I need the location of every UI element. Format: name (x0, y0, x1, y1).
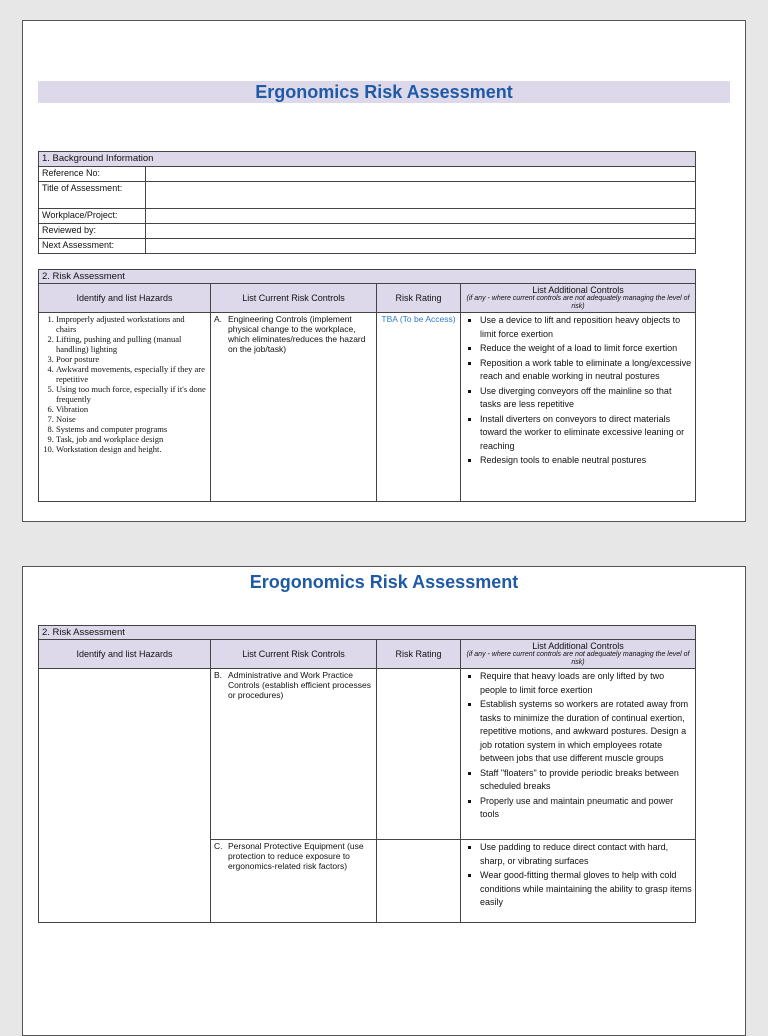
page-1 (22, 20, 746, 522)
page-title: Erogonomics Risk Assessment (249, 572, 519, 592)
list-item: ▪ Install diverters on conveyors to direct materials toward the worker to eliminate excessive leaning or reaching (480, 413, 692, 454)
col-header-additional-note: (if any - where current controls are not adequately managing the level of risk) (466, 651, 690, 666)
field-value[interactable] (146, 224, 696, 239)
list-item: ▪ Redesign tools to enable neutral postures (480, 454, 692, 468)
col-header-additional (461, 284, 696, 313)
risk-rating-value: TBA (To be Access) (381, 314, 456, 324)
col-header-additional (461, 640, 696, 669)
col-header-hazards: Identify and list Hazards (39, 284, 211, 313)
col-header-additional-label: List Additional Controls (532, 285, 624, 295)
field-value[interactable] (146, 167, 696, 182)
page-2 (22, 566, 746, 1036)
additional-controls-list (464, 841, 692, 910)
field-value[interactable] (146, 239, 696, 254)
controls-cell (211, 840, 377, 923)
list-item: 8. Systems and computer programs (56, 424, 207, 434)
list-item: 6. Vibration (56, 404, 207, 414)
section-heading: 2. Risk Assessment (39, 626, 696, 640)
list-item: ▪ Properly use and maintain pneumatic and power tools (480, 795, 692, 822)
table-row (39, 182, 696, 209)
control-letter: C. (214, 841, 223, 851)
title-bar (38, 81, 730, 103)
list-item: ▪ Reposition a work table to eliminate a long/excessive reach and enable working in neutral postures (480, 357, 692, 384)
control-text: Personal Protective Equipment (use protection to reduce exposure to ergonomics-related risk factors) (228, 841, 364, 871)
list-item: ▪ Require that heavy loads are only lifted by two people to limit force exertion (480, 670, 692, 697)
list-item: 3. Poor posture (56, 354, 207, 364)
col-header-hazards: Identify and list Hazards (39, 640, 211, 669)
background-info-table (38, 151, 696, 254)
table-row (39, 209, 696, 224)
control-letter: B. (214, 670, 223, 680)
field-label: Workplace/Project: (39, 209, 146, 224)
list-item: ▪ Use diverging conveyors off the mainline so that tasks are less repetitive (480, 385, 692, 412)
control-letter: A. (214, 314, 223, 324)
list-item: ▪ Establish systems so workers are rotated away from tasks to minimize the duration of continual exertion, repetitive motions, and awkward postures. Design a job rotation system in which employees rotate between jobs that use different muscle groups (480, 698, 692, 766)
additional-controls-list (464, 314, 692, 468)
col-header-controls: List Current Risk Controls (211, 284, 377, 313)
list-item: 5. Using too much force, especially if it's done frequently (56, 384, 207, 404)
hazards-cell (39, 669, 211, 923)
table-row (39, 669, 696, 840)
hazards-cell (39, 313, 211, 502)
field-value[interactable] (146, 209, 696, 224)
controls-cell (211, 313, 377, 502)
field-label: Reference No: (39, 167, 146, 182)
risk-assessment-table (38, 625, 696, 923)
additional-cell (461, 669, 696, 840)
list-item: 9. Task, job and workplace design (56, 434, 207, 444)
additional-cell (461, 313, 696, 502)
list-item: 7. Noise (56, 414, 207, 424)
rating-cell (377, 669, 461, 840)
risk-assessment-table (38, 269, 696, 502)
table-row (39, 167, 696, 182)
list-item: 2. Lifting, pushing and pulling (manual handling) lighting (56, 334, 207, 354)
col-header-additional-note: (if any - where current controls are not adequately managing the level of risk) (466, 295, 690, 310)
page-title: Ergonomics Risk Assessment (255, 82, 513, 102)
table-row (39, 224, 696, 239)
col-header-controls: List Current Risk Controls (211, 640, 377, 669)
list-item: ▪ Use padding to reduce direct contact with hard, sharp, or vibrating surfaces (480, 841, 692, 868)
section-heading: 1. Background Information (39, 152, 696, 167)
hazards-list (42, 314, 207, 454)
col-header-rating: Risk Rating (377, 640, 461, 669)
list-item: ▪ Use a device to lift and reposition heavy objects to limit force exertion (480, 314, 692, 341)
list-item: ▪ Wear good-fitting thermal gloves to help with cold conditions while maintaining the ability to grasp items easily (480, 869, 692, 910)
field-label: Reviewed by: (39, 224, 146, 239)
field-label: Next Assessment: (39, 239, 146, 254)
section-heading: 2. Risk Assessment (39, 270, 696, 284)
additional-controls-list (464, 670, 692, 822)
table-row (39, 313, 696, 502)
table-row (39, 239, 696, 254)
rating-cell (377, 840, 461, 923)
list-item: 1. Improperly adjusted workstations and chairs (56, 314, 207, 334)
additional-cell (461, 840, 696, 923)
control-text: Engineering Controls (implement physical change to the workplace, which eliminates/reduces the hazard on the job/task) (228, 314, 366, 354)
col-header-additional-label: List Additional Controls (532, 641, 624, 651)
control-text: Administrative and Work Practice Controls (establish efficient processes or procedures) (228, 670, 371, 700)
list-item: 10. Workstation design and height. (56, 444, 207, 454)
col-header-rating: Risk Rating (377, 284, 461, 313)
rating-cell (377, 313, 461, 502)
field-value[interactable] (146, 182, 696, 209)
list-item: ▪ Reduce the weight of a load to limit force exertion (480, 342, 692, 356)
list-item: 4. Awkward movements, especially if they are repetitive (56, 364, 207, 384)
list-item: ▪ Staff "floaters" to provide periodic breaks between scheduled breaks (480, 767, 692, 794)
field-label: Title of Assessment: (39, 182, 146, 209)
controls-cell (211, 669, 377, 840)
